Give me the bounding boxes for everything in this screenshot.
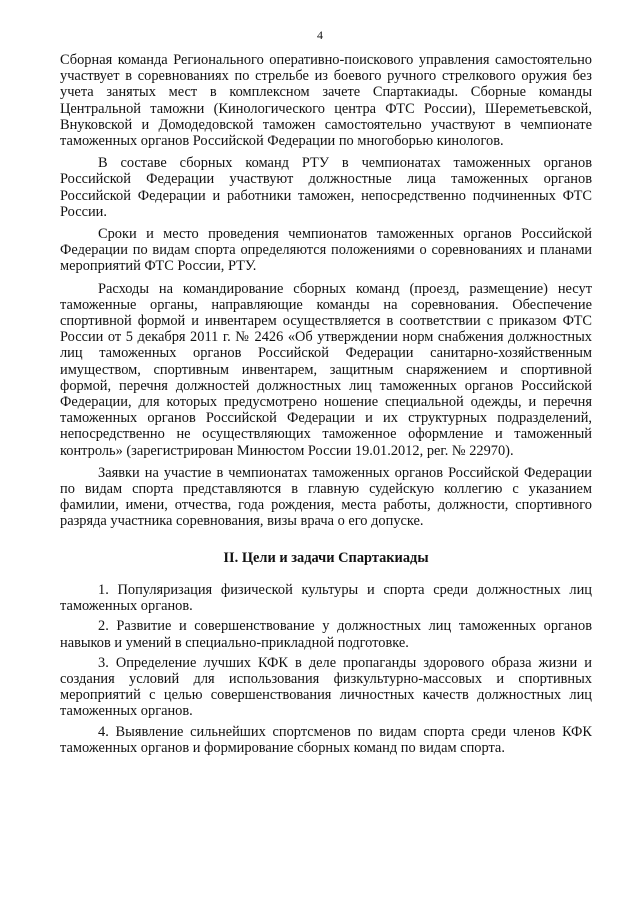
paragraph-1: Сборная команда Регионального оперативно-поискового управления самостоятельно участвует в соревнованиях по стрельбе из боевого ручного стрелкового оружия без учета занятых мест в комплексном зачете Спартакиады. Сборные команды Центральной таможни (Кинологического центра ФТС России), Шереметьевской, Внуковской и Домодедовской таможен самостоятельно участвуют в чемпионате таможенных органов Российской Федерации по многоборью кинологов. bbox=[60, 52, 592, 150]
page-number: 4 bbox=[317, 28, 323, 42]
paragraph-4: Расходы на командирование сборных команд (проезд, размещение) несут таможенные органы, направляющие команды на соревнования. Обеспечение спортивной формой и инвентарем осуществляется в соответствии с приказом ФТС России от 5 декабря 2011 г. № 2426 «Об утверждении норм снабжения должностных лиц таможенных органов Российской Федерации санитарно-хозяйственным имуществом, спортивным инвентарем, защитным снаряжением и спортивной формой, перечня должностей должностных лиц таможенных органов Российской Федерации, для которых предусмотрено ношение специальной одежды, и перечня таможенных органов Российской Федерации и их структурных подразделений, непосредственно не осуществляющих таможенное оформление и таможенный контроль» (зарегистрирован Минюстом России 19.01.2012, рег. № 22970). bbox=[60, 280, 592, 459]
section-heading: II. Цели и задачи Спартакиады bbox=[223, 549, 429, 566]
page-content bbox=[60, 52, 592, 760]
goal-item-2: 2. Развитие и совершенствование у должностных лиц таможенных органов навыков и умений в специально-прикладной подготовке. bbox=[60, 618, 592, 651]
paragraph-3: Сроки и место проведения чемпионатов таможенных органов Российской Федерации по видам спорта определяются положениями о соревнованиях и планами мероприятий ФТС России, РТУ. bbox=[60, 226, 592, 275]
paragraph-2: В составе сборных команд РТУ в чемпионатах таможенных органов Российской Федерации участвуют должностные лица таможенных органов Российской Федерации и работники таможен, непосредственно подчиненных ФТС России. bbox=[60, 155, 592, 220]
goal-item-3: 3. Определение лучших КФК в деле пропаганды здорового образа жизни и создания условий для использования физкультурно-массовых и спортивных мероприятий с целью совершенствования личностных качеств должностных лиц таможенных органов. bbox=[60, 654, 592, 720]
goal-item-1: 1. Популяризация физической культуры и спорта среди должностных лиц таможенных органов. bbox=[60, 581, 592, 615]
paragraph-5: Заявки на участие в чемпионатах таможенных органов Российской Федерации по видам спорта представляются в главную судейскую коллегию с указанием фамилии, имени, отчества, года рождения, места работы, должности, спортивного разряда участника соревнования, визы врача о его допуске. bbox=[60, 464, 592, 530]
goal-item-4: 4. Выявление сильнейших спортсменов по видам спорта среди членов КФК таможенных органов и формирование сборных команд по видам спорта. bbox=[60, 723, 592, 756]
goals-list bbox=[60, 582, 592, 756]
